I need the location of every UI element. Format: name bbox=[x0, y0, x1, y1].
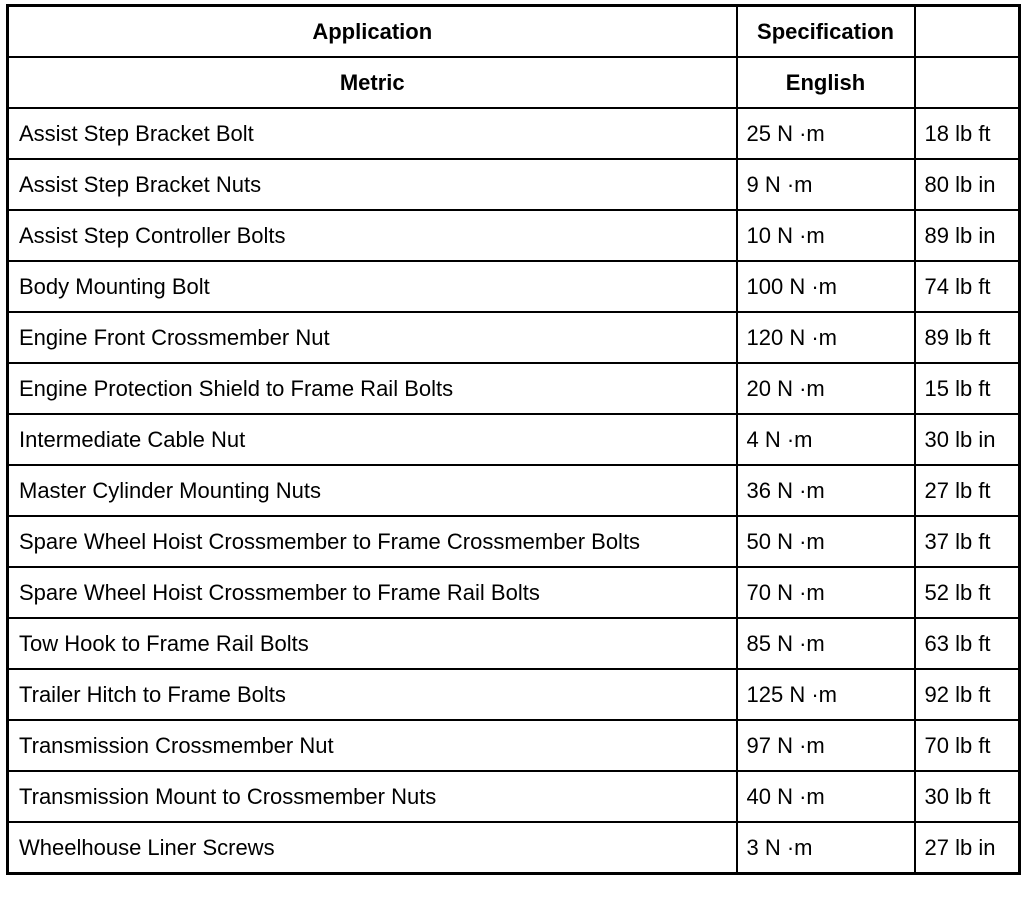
application-cell: Engine Protection Shield to Frame Rail Bolts bbox=[8, 363, 737, 414]
table-row bbox=[8, 210, 1020, 261]
application-cell: Transmission Mount to Crossmember Nuts bbox=[8, 771, 737, 822]
table-row bbox=[8, 108, 1020, 159]
metric-torque-cell: 120 N ·m bbox=[737, 312, 915, 363]
metric-torque-cell: 97 N ·m bbox=[737, 720, 915, 771]
table-row bbox=[8, 465, 1020, 516]
table-row bbox=[8, 669, 1020, 720]
metric-torque-cell: 10 N ·m bbox=[737, 210, 915, 261]
table-row bbox=[8, 720, 1020, 771]
table-row bbox=[8, 414, 1020, 465]
english-torque-cell: 30 lb in bbox=[915, 414, 1020, 465]
english-torque-cell: 18 lb ft bbox=[915, 108, 1020, 159]
table-body bbox=[8, 108, 1020, 874]
application-cell: Engine Front Crossmember Nut bbox=[8, 312, 737, 363]
metric-torque-cell: 9 N ·m bbox=[737, 159, 915, 210]
metric-torque-cell: 20 N ·m bbox=[737, 363, 915, 414]
application-cell: Master Cylinder Mounting Nuts bbox=[8, 465, 737, 516]
metric-torque-cell: 70 N ·m bbox=[737, 567, 915, 618]
header-row-primary bbox=[8, 6, 1020, 58]
english-torque-cell: 27 lb in bbox=[915, 822, 1020, 874]
table-row bbox=[8, 771, 1020, 822]
english-unit-header: English bbox=[737, 57, 915, 108]
application-cell: Trailer Hitch to Frame Bolts bbox=[8, 669, 737, 720]
table-row bbox=[8, 261, 1020, 312]
table-row bbox=[8, 567, 1020, 618]
blank-unit-header-cell bbox=[915, 57, 1020, 108]
table-row bbox=[8, 516, 1020, 567]
table-row bbox=[8, 363, 1020, 414]
english-torque-cell: 63 lb ft bbox=[915, 618, 1020, 669]
application-cell: Assist Step Bracket Bolt bbox=[8, 108, 737, 159]
metric-torque-cell: 85 N ·m bbox=[737, 618, 915, 669]
metric-torque-cell: 36 N ·m bbox=[737, 465, 915, 516]
application-cell: Intermediate Cable Nut bbox=[8, 414, 737, 465]
english-torque-cell: 15 lb ft bbox=[915, 363, 1020, 414]
fastener-torque-spec-table bbox=[6, 4, 1021, 875]
metric-torque-cell: 3 N ·m bbox=[737, 822, 915, 874]
english-torque-cell: 37 lb ft bbox=[915, 516, 1020, 567]
english-torque-cell: 74 lb ft bbox=[915, 261, 1020, 312]
english-torque-cell: 27 lb ft bbox=[915, 465, 1020, 516]
metric-torque-cell: 4 N ·m bbox=[737, 414, 915, 465]
application-cell: Wheelhouse Liner Screws bbox=[8, 822, 737, 874]
application-column-header: Application bbox=[8, 6, 737, 58]
english-torque-cell: 52 lb ft bbox=[915, 567, 1020, 618]
header-row-units bbox=[8, 57, 1020, 108]
english-torque-cell: 89 lb in bbox=[915, 210, 1020, 261]
metric-unit-header: Metric bbox=[8, 57, 737, 108]
table-header bbox=[8, 6, 1020, 109]
application-cell: Spare Wheel Hoist Crossmember to Frame Crossmember Bolts bbox=[8, 516, 737, 567]
metric-torque-cell: 50 N ·m bbox=[737, 516, 915, 567]
table-row bbox=[8, 618, 1020, 669]
table-row bbox=[8, 159, 1020, 210]
table-row bbox=[8, 822, 1020, 874]
english-torque-cell: 70 lb ft bbox=[915, 720, 1020, 771]
specification-column-header: Specification bbox=[737, 6, 915, 58]
metric-torque-cell: 40 N ·m bbox=[737, 771, 915, 822]
metric-torque-cell: 125 N ·m bbox=[737, 669, 915, 720]
english-torque-cell: 80 lb in bbox=[915, 159, 1020, 210]
english-torque-cell: 30 lb ft bbox=[915, 771, 1020, 822]
application-cell: Body Mounting Bolt bbox=[8, 261, 737, 312]
application-cell: Transmission Crossmember Nut bbox=[8, 720, 737, 771]
table-row bbox=[8, 312, 1020, 363]
application-cell: Assist Step Controller Bolts bbox=[8, 210, 737, 261]
application-cell: Assist Step Bracket Nuts bbox=[8, 159, 737, 210]
application-cell: Tow Hook to Frame Rail Bolts bbox=[8, 618, 737, 669]
english-torque-cell: 92 lb ft bbox=[915, 669, 1020, 720]
blank-header-cell bbox=[915, 6, 1020, 58]
application-cell: Spare Wheel Hoist Crossmember to Frame Rail Bolts bbox=[8, 567, 737, 618]
english-torque-cell: 89 lb ft bbox=[915, 312, 1020, 363]
metric-torque-cell: 100 N ·m bbox=[737, 261, 915, 312]
metric-torque-cell: 25 N ·m bbox=[737, 108, 915, 159]
